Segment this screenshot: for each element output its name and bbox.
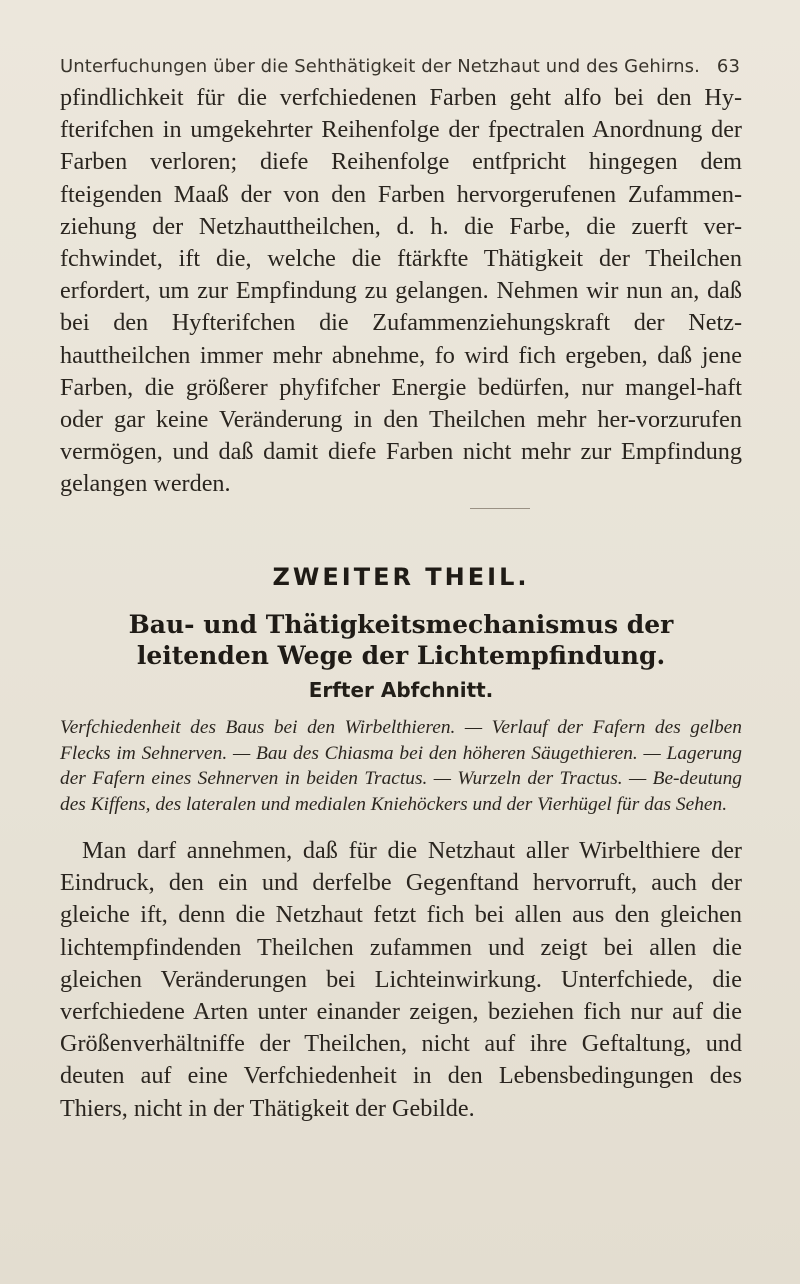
section-summary: Verfchiedenheit des Baus bei den Wirbelthieren. — Verlauf der Fafern des gelben Flecks im Sehnerven. — Bau des Chiasma bei den höheren Säugethieren. — Lagerung der Fafern eines Sehnerven in beiden Tractus. — Wurzeln der Tractus. — Be-deutung des Kiffens, des lateralen und medialen Kniehöckers und der Vierhügel für das Sehen. (60, 717, 742, 815)
divider-rule (470, 508, 530, 509)
page-number: 63 (716, 56, 740, 77)
running-head (60, 56, 740, 77)
running-head-title: Unterfuchungen über die Sehthätigkeit der Netzhaut und des Gehirns. (60, 56, 700, 77)
paragraph-continued: pfindlichkeit für die verfchiedenen Farben geht alfo bei den Hy-fterifchen in umgekehrter Reihenfolge der fpectralen Anordnung der Farben verloren; diefe Reihenfolge entfpricht hingegen dem fteigenden Maaß der von den Farben hervorgerufenen Zufammen-ziehung der Netzhauttheilchen, d. h. die Farbe, die zuerft ver-fchwindet, ift die, welche die ftärkfte Thätigkeit der Theilchen erfordert, um zur Empfindung zu gelangen. Nehmen wir nun an, daß bei den Hyfterifchen die Zufammenziehungskraft der Netz-hauttheilchen immer mehr abnehme, fo wird fich ergeben, daß jene Farben, die größerer phyfifcher Energie bedürfen, nur mangel-haft oder gar keine Veränderung in den Theilchen mehr her-vorzurufen vermögen, und daß damit diefe Farben nicht mehr zur Empfindung gelangen werden. (60, 84, 742, 498)
part-heading: Bau- und Thätigkeitsmechanismus der leitenden Wege der Lichtempfindung. (128, 610, 674, 670)
section-title: Erfter Abfchnitt. (308, 678, 494, 702)
paragraph-body: Man darf annehmen, daß für die Netzhaut aller Wirbelthiere der Eindruck, den ein und derfelbe Gegenftand hervorruft, auch der gleiche ift, denn die Netzhaut fetzt fich bei allen aus den gleichen lichtempfindenden Theilchen zufammen und zeigt bei allen die gleichen Veränderungen bei Lichteinwirkung. Unterfchiede, die verfchiedene Arten unter einander zeigen, beziehen fich nur auf die Größenverhältniffe der Theilchen, nicht auf ihre Geftaltung, und deuten auf eine Verfchiedenheit in den Lebensbedingungen des Thiers, nicht in der Thätigkeit der Gebilde. (60, 837, 742, 1122)
part-title: ZWEITER THEIL. (272, 563, 530, 591)
